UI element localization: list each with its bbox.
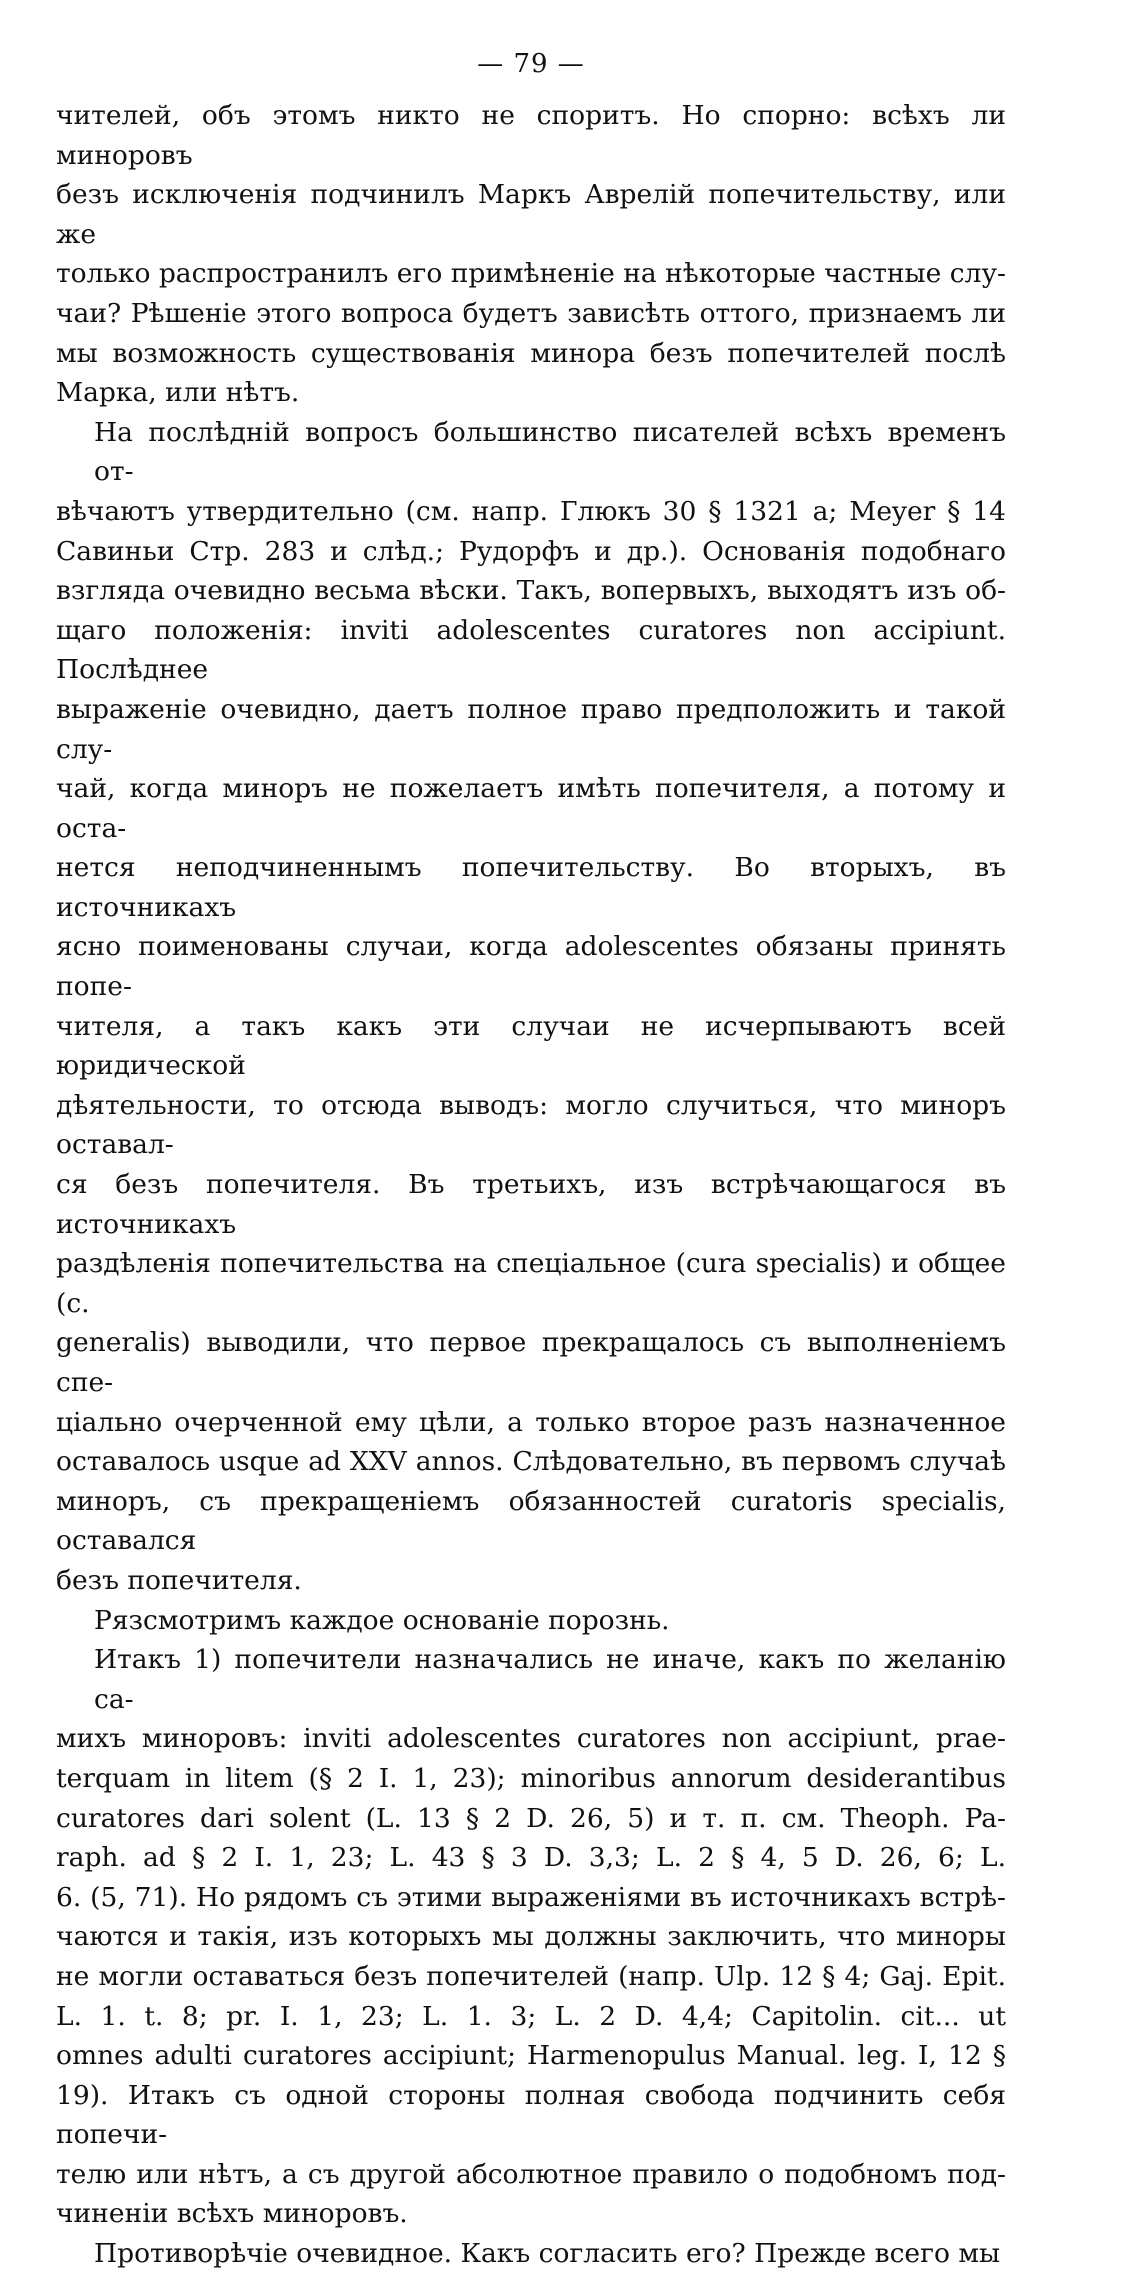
text-line: L. 1. t. 8; pr. I. 1, 23; L. 1. 3; L. 2 D. 4,4; Capitolin. cit... ut bbox=[56, 2000, 1006, 2032]
text-line: omnes adulti curatores accipiunt; Harmenopulus Manual. leg. I, 12 § bbox=[56, 2040, 1006, 2072]
text-line: выраженіе очевидно, даетъ полное право предположить и такой слу- bbox=[56, 693, 1006, 765]
text-line: взгляда очевидно весьма вѣски. Такъ, вопервыхъ, выходятъ изъ об- bbox=[56, 575, 1006, 607]
text-line: Рязсмотримъ каждое основаніе порознь. bbox=[94, 1604, 670, 1636]
text-line: вѣчаютъ утвердительно (см. напр. Глюкъ 30 § 1321 a; Meyer § 14 bbox=[56, 495, 1006, 527]
text-line: только распространилъ его примѣненіе на нѣкоторые частные слу- bbox=[56, 258, 1006, 290]
text-line: Савиньи Стр. 283 и слѣд.; Рудорфъ и др.). Основанія подобнаго bbox=[56, 535, 1006, 567]
text-line: мы возможность существованія минора безъ попечителей послѣ bbox=[56, 337, 1006, 369]
body-text bbox=[56, 96, 1006, 2274]
text-line: безъ исключенія подчинилъ Маркъ Аврелій попечительству, или же bbox=[56, 179, 1006, 250]
text-line: не могли оставаться безъ попечителей (напр. Ulp. 12 § 4; Gaj. Epit. bbox=[56, 1960, 1006, 1992]
text-line: чителей, объ этомъ никто не споритъ. Но спорно: всѣхъ ли миноровъ bbox=[56, 100, 1006, 171]
book-page bbox=[56, 46, 1006, 2274]
text-line: раздѣленія попечительства на спеціальное (cura specialis) и общее (c. bbox=[56, 1248, 1006, 1319]
text-line: нется неподчиненнымъ попечительству. Во вторыхъ, въ источникахъ bbox=[56, 852, 1006, 923]
text-line: На послѣдній вопросъ большинство писателей всѣхъ временъ от- bbox=[94, 416, 1006, 488]
paragraph bbox=[56, 413, 1006, 1601]
text-line: чиненіи всѣхъ миноровъ. bbox=[56, 2198, 408, 2230]
paragraph bbox=[56, 1601, 1006, 1641]
text-line: чаи? Рѣшеніе этого вопроса будетъ зависѣть оттого, признаемъ ли bbox=[56, 297, 1006, 329]
text-line: чителя, а такъ какъ эти случаи не исчерпываютъ всей юридической bbox=[56, 1010, 1006, 1082]
text-line: ціально очерченной ему цѣли, а только второе разъ назначенное bbox=[56, 1406, 1006, 1438]
text-line: дѣятельности, то отсюда выводъ: могло случиться, что миноръ оставал- bbox=[56, 1089, 1006, 1161]
text-line: телю или нѣтъ, а съ другой абсолютное правило о подобномъ под- bbox=[56, 2158, 1006, 2190]
paragraph bbox=[56, 1640, 1006, 2234]
text-line: Итакъ 1) попечители назначались не иначе, какъ по желанію са- bbox=[94, 1644, 1006, 1715]
text-line: миноръ, съ прекращеніемъ обязанностей curatoris specialis, оставался bbox=[56, 1485, 1006, 1557]
text-line: щаго положенія: inviti adolescentes curatores non accipiunt. Послѣднее bbox=[56, 614, 1006, 686]
text-line: чаются и такія, изъ которыхъ мы должны заключить, что миноры bbox=[56, 1921, 1006, 1953]
page-number: — 79 — bbox=[477, 49, 585, 79]
text-line: 19). Итакъ съ одной стороны полная свобода подчинить себя попечи- bbox=[56, 2079, 1006, 2151]
paragraph bbox=[56, 96, 1006, 413]
text-line: ясно поименованы случаи, когда adolescentes обязаны принять попе- bbox=[56, 931, 1006, 1003]
text-line: ся безъ попечителя. Въ третьихъ, изъ встрѣчающагося въ источникахъ bbox=[56, 1169, 1006, 1240]
text-line: 6. (5, 71). Но рядомъ съ этими выраженіями въ источникахъ встрѣ- bbox=[56, 1881, 1006, 1913]
text-line: generalis) выводили, что первое прекращалось съ выполненіемъ спе- bbox=[56, 1327, 1006, 1398]
paragraph bbox=[56, 2234, 1006, 2274]
text-line: михъ миноровъ: inviti adolescentes curatores non accipiunt, prae- bbox=[56, 1723, 1006, 1755]
text-line: Марка, или нѣтъ. bbox=[56, 377, 300, 409]
text-line: оставалось usque ad XXV annos. Слѣдовательно, въ первомъ случаѣ bbox=[56, 1446, 1006, 1478]
text-line: terquam in litem (§ 2 I. 1, 23); minoribus annorum desiderantibus bbox=[56, 1762, 1006, 1794]
text-line: чай, когда миноръ не пожелаетъ имѣть попечителя, а потому и оста- bbox=[56, 773, 1006, 844]
text-line: безъ попечителя. bbox=[56, 1564, 302, 1596]
text-line: curatores dari solent (L. 13 § 2 D. 26, 5) и т. п. см. Theoph. Pa- bbox=[56, 1802, 1006, 1834]
text-line: raph. ad § 2 I. 1, 23; L. 43 § 3 D. 3,3; L. 2 § 4, 5 D. 26, 6; L. bbox=[56, 1842, 1006, 1874]
text-line: Противорѣчіе очевидное. Какъ согласить его? Прежде всего мы bbox=[94, 2238, 1001, 2270]
